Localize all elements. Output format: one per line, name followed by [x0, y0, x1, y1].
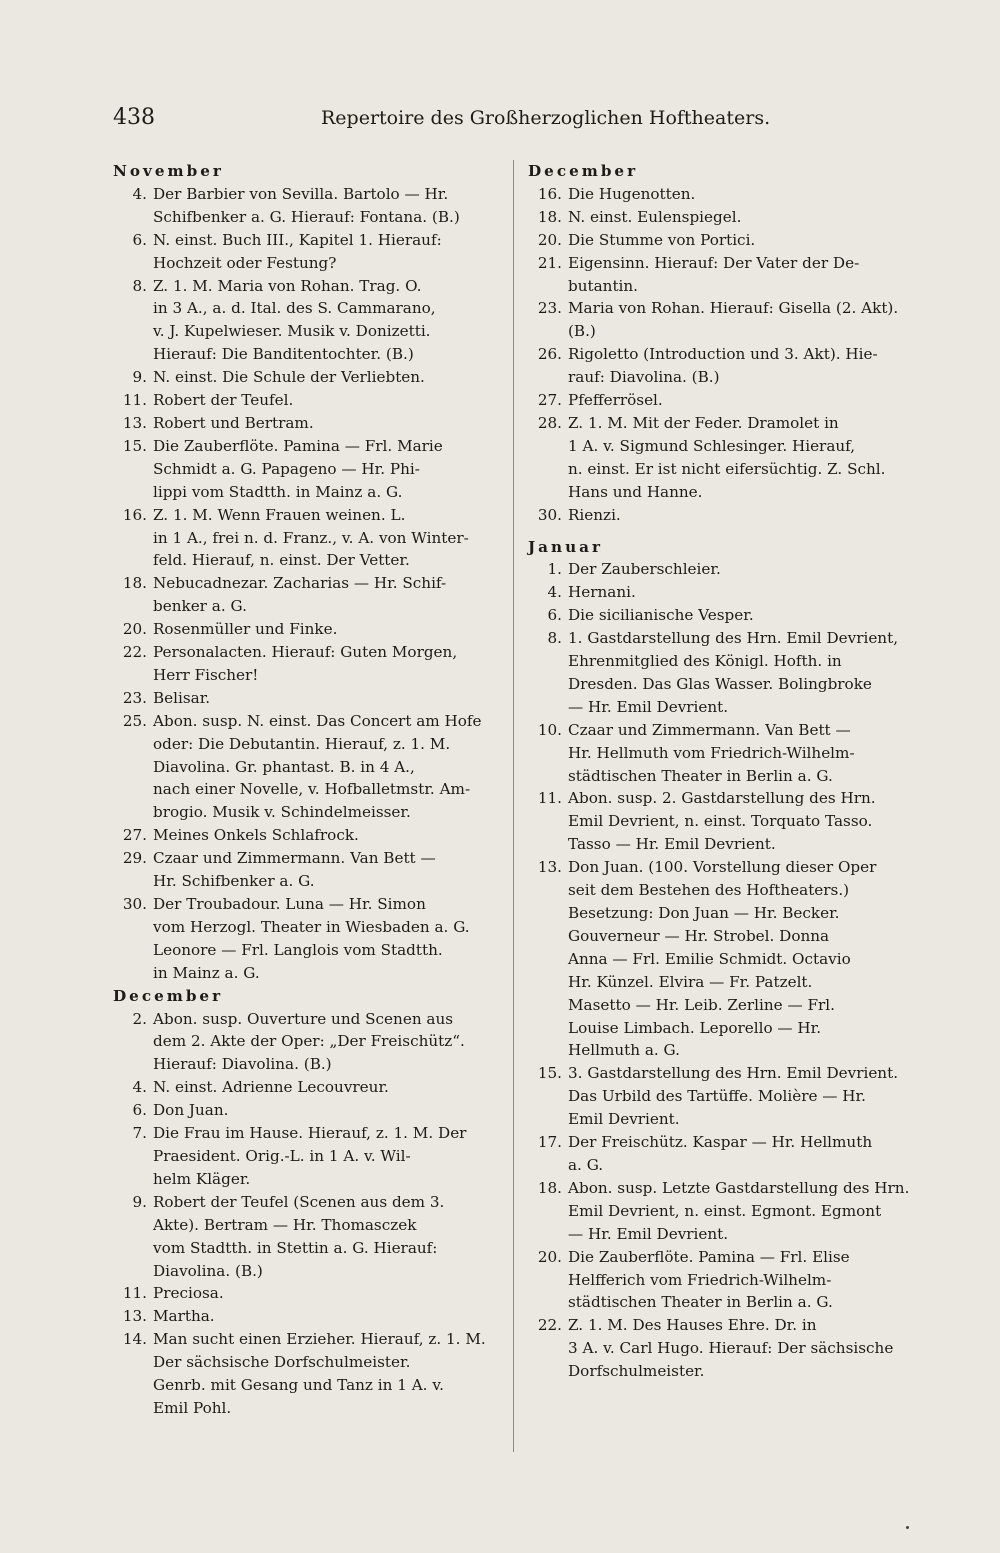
entry-date: 27.: [537, 391, 562, 410]
entry-line: Das Urbild des Tartüffe. Molière — Hr.: [568, 1087, 866, 1106]
entry-line: Hernani.: [568, 583, 636, 602]
entry-line: (B.): [568, 322, 596, 341]
entry-line: 3 A. v. Carl Hugo. Hierauf: Der sächsische: [568, 1339, 894, 1358]
entry-line: 3. Gastdarstellung des Hrn. Emil Devrient.: [568, 1064, 899, 1083]
entry-line: Robert der Teufel (Scenen aus dem 3.: [153, 1192, 445, 1211]
entry-line: Dresden. Das Glas Wasser. Bolingbroke: [568, 674, 872, 693]
entry-text: [153, 183, 503, 229]
entry-date: 16.: [537, 184, 562, 203]
entry-text: [153, 618, 503, 641]
entry-line: N. einst. Adrienne Lecouvreur.: [153, 1078, 389, 1097]
entry-line: Emil Devrient, n. einst. Egmont. Egmont: [568, 1201, 882, 1220]
entry-date: 15.: [122, 436, 147, 455]
january-entries: [528, 558, 923, 1383]
entry-line: Schifbenker a. G. Hierauf: Fontana. (B.): [153, 207, 460, 226]
entry-line: N. einst. Die Schule der Verliebten.: [153, 368, 425, 387]
running-title: Repertoire des Großherzoglichen Hoftheaters.: [321, 107, 771, 129]
entry-line: a. G.: [568, 1155, 604, 1174]
repertoire-entry: [528, 206, 923, 229]
entry-line: Abon. susp. 2. Gastdarstellung des Hrn.: [568, 789, 876, 808]
entry-date: 27.: [122, 826, 147, 845]
entry-text: [568, 558, 923, 581]
entry-line: Emil Devrient, n. einst. Torquato Tasso.: [568, 812, 873, 831]
entry-line: Anna — Frl. Emilie Schmidt. Octavio: [568, 949, 851, 968]
december-entries: [113, 1008, 503, 1420]
entry-date: 13.: [537, 858, 562, 877]
entry-text: [568, 856, 923, 1062]
repertoire-entry: [528, 229, 923, 252]
entry-line: — Hr. Emil Devrient.: [568, 697, 729, 716]
entry-text: [568, 1246, 923, 1315]
repertoire-entry: [113, 847, 503, 893]
repertoire-entry: [528, 389, 923, 412]
entry-date: 9.: [132, 368, 147, 387]
repertoire-entry: [113, 366, 503, 389]
month-heading: November: [113, 162, 224, 180]
entry-line: Pfefferrösel.: [568, 391, 663, 410]
entry-text: [153, 504, 503, 573]
entry-line: Robert und Bertram.: [153, 413, 314, 432]
entry-text: [568, 206, 923, 229]
repertoire-entry: [113, 1076, 503, 1099]
entry-text: [568, 252, 923, 298]
entry-line: Don Juan.: [153, 1101, 229, 1120]
entry-date: 6.: [132, 1101, 147, 1120]
entry-date: 4.: [132, 1078, 147, 1097]
entry-date: 17.: [537, 1133, 562, 1152]
entry-date: 2.: [132, 1009, 147, 1028]
repertoire-entry: [113, 229, 503, 275]
entry-date: 21.: [537, 253, 562, 272]
page-number: 438: [113, 105, 155, 130]
entry-line: Z. 1. M. Mit der Feder. Dramolet in: [568, 413, 839, 432]
november-entries: [113, 183, 503, 985]
entry-text: [568, 1131, 923, 1177]
entry-line: N. einst. Buch III., Kapitel 1. Hierauf:: [153, 230, 442, 249]
entry-text: [153, 824, 503, 847]
entry-line: Gouverneur — Hr. Strobel. Donna: [568, 926, 830, 945]
repertoire-entry: [528, 1314, 923, 1383]
repertoire-entry: [113, 1122, 503, 1191]
entry-date: 28.: [537, 413, 562, 432]
repertoire-entry: [113, 412, 503, 435]
entry-line: Hierauf: Diavolina. (B.): [153, 1055, 332, 1074]
entry-date: 10.: [537, 720, 562, 739]
repertoire-entry: [528, 297, 923, 343]
entry-text: [568, 627, 923, 719]
entry-text: [153, 893, 503, 985]
entry-date: 4.: [132, 184, 147, 203]
repertoire-entry: [528, 1177, 923, 1246]
entry-date: 6.: [547, 606, 562, 625]
entry-line: Die sicilianische Vesper.: [568, 606, 754, 625]
entry-line: 1 A. v. Sigmund Schlesinger. Hierauf,: [568, 436, 856, 455]
entry-line: benker a. G.: [153, 597, 247, 616]
entry-text: [153, 1099, 503, 1122]
entry-line: Tasso — Hr. Emil Devrient.: [568, 835, 776, 854]
entry-line: Die Hugenotten.: [568, 184, 696, 203]
entry-date: 22.: [537, 1316, 562, 1335]
entry-line: Hochzeit oder Festung?: [153, 253, 337, 272]
entry-text: [153, 1282, 503, 1305]
entry-line: Rienzi.: [568, 505, 621, 524]
repertoire-entry: [528, 1246, 923, 1315]
repertoire-entry: [113, 1328, 503, 1420]
month-heading: December: [528, 162, 639, 180]
entry-line: Die Zauberflöte. Pamina — Frl. Elise: [568, 1247, 850, 1266]
repertoire-entry: [528, 1131, 923, 1177]
entry-line: Czaar und Zimmermann. Van Bett —: [568, 720, 851, 739]
entry-text: [153, 1328, 503, 1420]
entry-line: Diavolina. Gr. phantast. B. in 4 A.,: [153, 757, 415, 776]
entry-line: städtischen Theater in Berlin a. G.: [568, 1293, 833, 1312]
entry-line: Diavolina. (B.): [153, 1261, 263, 1280]
entry-line: lippi vom Stadtth. in Mainz a. G.: [153, 482, 403, 501]
repertoire-entry: [113, 1008, 503, 1077]
entry-line: Akte). Bertram — Hr. Thomasczek: [153, 1215, 417, 1234]
repertoire-entry: [113, 710, 503, 825]
entry-date: 18.: [537, 207, 562, 226]
entry-text: [568, 719, 923, 788]
section-gap: [528, 527, 923, 536]
entry-date: 9.: [132, 1192, 147, 1211]
entry-line: feld. Hierauf, n. einst. Der Vetter.: [153, 551, 410, 570]
repertoire-entry: [113, 893, 503, 985]
entry-text: [568, 504, 923, 527]
entry-text: [153, 687, 503, 710]
repertoire-entry: [113, 1191, 503, 1283]
entry-date: 8.: [547, 629, 562, 648]
paper-speck: [906, 1526, 909, 1529]
entry-line: Die Zauberflöte. Pamina — Frl. Marie: [153, 436, 443, 455]
entry-date: 7.: [132, 1124, 147, 1143]
entry-line: Hr. Künzel. Elvira — Fr. Patzelt.: [568, 972, 813, 991]
entry-line: Hans und Hanne.: [568, 482, 703, 501]
entry-line: Meines Onkels Schlafrock.: [153, 826, 359, 845]
entry-line: Ehrenmitglied des Königl. Hofth. in: [568, 652, 842, 671]
repertoire-entry: [113, 1282, 503, 1305]
entry-text: [153, 641, 503, 687]
entry-date: 11.: [537, 789, 562, 808]
entry-date: 26.: [537, 345, 562, 364]
entry-date: 20.: [122, 620, 147, 639]
entry-line: Don Juan. (100. Vorstellung dieser Oper: [568, 858, 877, 877]
repertoire-entry: [113, 435, 503, 504]
entry-text: [153, 1008, 503, 1077]
entry-line: n. einst. Er ist nicht eifersüchtig. Z. Schl.: [568, 459, 886, 478]
entry-text: [568, 229, 923, 252]
entry-line: Die Frau im Hause. Hierauf, z. 1. M. Der: [153, 1124, 467, 1143]
entry-text: [153, 412, 503, 435]
entry-line: vom Herzogl. Theater in Wiesbaden a. G.: [153, 917, 470, 936]
entry-line: Praesident. Orig.-L. in 1 A. v. Wil-: [153, 1146, 411, 1165]
entry-text: [153, 1191, 503, 1283]
entry-line: Rosenmüller und Finke.: [153, 620, 338, 639]
entry-line: Emil Devrient.: [568, 1110, 680, 1129]
entry-date: 14.: [122, 1330, 147, 1349]
entry-line: Die Stumme von Portici.: [568, 230, 756, 249]
entry-date: 11.: [122, 1284, 147, 1303]
repertoire-entry: [113, 1305, 503, 1328]
entry-line: Emil Pohl.: [153, 1398, 232, 1417]
entry-line: Czaar und Zimmermann. Van Bett —: [153, 849, 436, 868]
entry-line: helm Kläger.: [153, 1169, 251, 1188]
entry-text: [568, 412, 923, 504]
entry-line: Belisar.: [153, 688, 211, 707]
repertoire-entry: [528, 787, 923, 856]
entry-line: Leonore — Frl. Langlois vom Stadtth.: [153, 940, 443, 959]
entry-text: [153, 847, 503, 893]
entry-line: Eigensinn. Hierauf: Der Vater der De-: [568, 253, 860, 272]
entry-line: Robert der Teufel.: [153, 391, 294, 410]
month-heading: December: [113, 986, 224, 1005]
entry-line: Hierauf: Die Banditentochter. (B.): [153, 345, 414, 364]
entry-text: [568, 1062, 923, 1131]
repertoire-entry: [528, 252, 923, 298]
entry-line: in 3 A., a. d. Ital. des S. Cammarano,: [153, 299, 436, 318]
entry-line: Der sächsische Dorfschulmeister.: [153, 1353, 411, 1372]
entry-line: dem 2. Akte der Oper: „Der Freischütz“.: [153, 1032, 465, 1051]
entry-line: v. J. Kupelwieser. Musik v. Donizetti.: [153, 322, 431, 341]
repertoire-entry: [528, 604, 923, 627]
entry-date: 13.: [122, 413, 147, 432]
entry-line: Genrb. mit Gesang und Tanz in 1 A. v.: [153, 1376, 444, 1395]
entry-line: rauf: Diavolina. (B.): [568, 368, 720, 387]
entry-line: Z. 1. M. Des Hauses Ehre. Dr. in: [568, 1316, 817, 1335]
entry-date: 1.: [547, 560, 562, 579]
entry-line: Hr. Hellmuth vom Friedrich-Wilhelm-: [568, 743, 855, 762]
entry-line: Masetto — Hr. Leib. Zerline — Frl.: [568, 995, 835, 1014]
entry-text: [153, 366, 503, 389]
entry-text: [568, 1314, 923, 1383]
entry-date: 18.: [537, 1178, 562, 1197]
entry-line: Besetzung: Don Juan — Hr. Becker.: [568, 904, 840, 922]
entry-line: Abon. susp. N. einst. Das Concert am Hofe: [153, 711, 482, 730]
repertoire-entry: [528, 412, 923, 504]
entry-line: Z. 1. M. Maria von Rohan. Trag. O.: [153, 276, 422, 295]
entry-line: städtischen Theater in Berlin a. G.: [568, 766, 833, 785]
entry-text: [153, 389, 503, 412]
entry-line: Herr Fischer!: [153, 665, 259, 684]
column-divider: [513, 160, 514, 1452]
repertoire-entry: [528, 558, 923, 581]
entry-text: [153, 229, 503, 275]
entry-line: — Hr. Emil Devrient.: [568, 1224, 729, 1243]
entry-line: oder: Die Debutantin. Hierauf, z. 1. M.: [153, 734, 451, 753]
entry-text: [568, 1177, 923, 1246]
entry-line: Martha.: [153, 1307, 215, 1326]
entry-text: [568, 297, 923, 343]
entry-text: [568, 604, 923, 627]
entry-line: Maria von Rohan. Hierauf: Gisella (2. Akt).: [568, 299, 899, 318]
entry-line: vom Stadtth. in Stettin a. G. Hierauf:: [153, 1238, 438, 1257]
entry-line: Abon. susp. Ouverture und Scenen aus: [153, 1009, 454, 1028]
repertoire-entry: [113, 183, 503, 229]
repertoire-entry: [113, 504, 503, 573]
entry-line: Dorfschulmeister.: [568, 1362, 705, 1381]
entry-date: 25.: [122, 711, 147, 730]
entry-text: [568, 183, 923, 206]
entry-line: Z. 1. M. Wenn Frauen weinen. L.: [153, 505, 406, 524]
repertoire-entry: [113, 641, 503, 687]
entry-date: 23.: [122, 688, 147, 707]
entry-date: 15.: [537, 1064, 562, 1083]
december-entries: [528, 183, 923, 527]
entry-text: [568, 581, 923, 604]
entry-line: Nebucadnezar. Zacharias — Hr. Schif-: [153, 574, 447, 593]
entry-date: 23.: [537, 299, 562, 318]
entry-text: [153, 572, 503, 618]
entry-line: 1. Gastdarstellung des Hrn. Emil Devrient,: [568, 629, 899, 648]
entry-line: Der Troubadour. Luna — Hr. Simon: [153, 895, 426, 913]
entry-date: 22.: [122, 643, 147, 662]
entry-date: 16.: [122, 505, 147, 524]
entry-date: 20.: [537, 1247, 562, 1266]
repertoire-entry: [528, 1062, 923, 1131]
entry-date: 30.: [537, 505, 562, 524]
entry-line: in 1 A., frei n. d. Franz., v. A. von Winter-: [153, 528, 469, 547]
repertoire-entry: [113, 275, 503, 367]
entry-text: [568, 343, 923, 389]
repertoire-entry: [113, 687, 503, 710]
entry-line: seit dem Bestehen des Hoftheaters.): [568, 881, 850, 900]
entry-date: 29.: [122, 849, 147, 868]
entry-date: 13.: [122, 1307, 147, 1326]
repertoire-entry: [113, 389, 503, 412]
entry-date: 4.: [547, 583, 562, 602]
repertoire-entry: [528, 343, 923, 389]
repertoire-entry: [113, 1099, 503, 1122]
entry-line: Helfferich vom Friedrich-Wilhelm-: [568, 1270, 832, 1289]
entry-text: [153, 275, 503, 367]
repertoire-entry: [528, 719, 923, 788]
repertoire-entry: [528, 504, 923, 527]
entry-text: [153, 1076, 503, 1099]
repertoire-entry: [113, 572, 503, 618]
entry-line: butantin.: [568, 276, 639, 295]
entry-line: Schmidt a. G. Papageno — Hr. Phi-: [153, 459, 420, 478]
entry-date: 6.: [132, 230, 147, 249]
entry-line: Preciosa.: [153, 1284, 224, 1303]
repertoire-entry: [528, 581, 923, 604]
entry-line: N. einst. Eulenspiegel.: [568, 207, 742, 226]
repertoire-entry: [528, 627, 923, 719]
page-header: [113, 105, 923, 135]
entry-date: 30.: [122, 895, 147, 913]
repertoire-entry: [113, 618, 503, 641]
entry-line: Rigoletto (Introduction und 3. Akt). Hie-: [568, 345, 878, 364]
entry-line: in Mainz a. G.: [153, 963, 260, 982]
month-heading: Januar: [528, 537, 603, 556]
entry-date: 18.: [122, 574, 147, 593]
entry-date: 11.: [122, 391, 147, 410]
entry-line: Abon. susp. Letzte Gastdarstellung des Hrn.: [568, 1178, 910, 1197]
entry-line: Der Freischütz. Kaspar — Hr. Hellmuth: [568, 1133, 873, 1152]
entry-line: Der Barbier von Sevilla. Bartolo — Hr.: [153, 184, 449, 203]
right-column: [528, 160, 923, 1383]
entry-text: [153, 710, 503, 825]
repertoire-entry: [113, 824, 503, 847]
repertoire-entry: [528, 183, 923, 206]
entry-date: 20.: [537, 230, 562, 249]
entry-text: [153, 435, 503, 504]
entry-text: [568, 787, 923, 856]
repertoire-entry: [528, 856, 923, 1062]
entry-line: nach einer Novelle, v. Hofballetmstr. Am-: [153, 780, 471, 799]
entry-line: Man sucht einen Erzieher. Hierauf, z. 1. M.: [153, 1330, 486, 1349]
entry-text: [153, 1305, 503, 1328]
entry-line: Louise Limbach. Leporello — Hr.: [568, 1018, 822, 1037]
entry-line: Personalacten. Hierauf: Guten Morgen,: [153, 643, 458, 662]
entry-date: 8.: [132, 276, 147, 295]
entry-line: brogio. Musik v. Schindelmeisser.: [153, 803, 411, 822]
entry-line: Der Zauberschleier.: [568, 560, 721, 579]
entry-text: [568, 389, 923, 412]
entry-line: Hr. Schifbenker a. G.: [153, 872, 315, 891]
entry-line: Hellmuth a. G.: [568, 1041, 680, 1060]
entry-text: [153, 1122, 503, 1191]
left-column: [113, 160, 503, 1420]
